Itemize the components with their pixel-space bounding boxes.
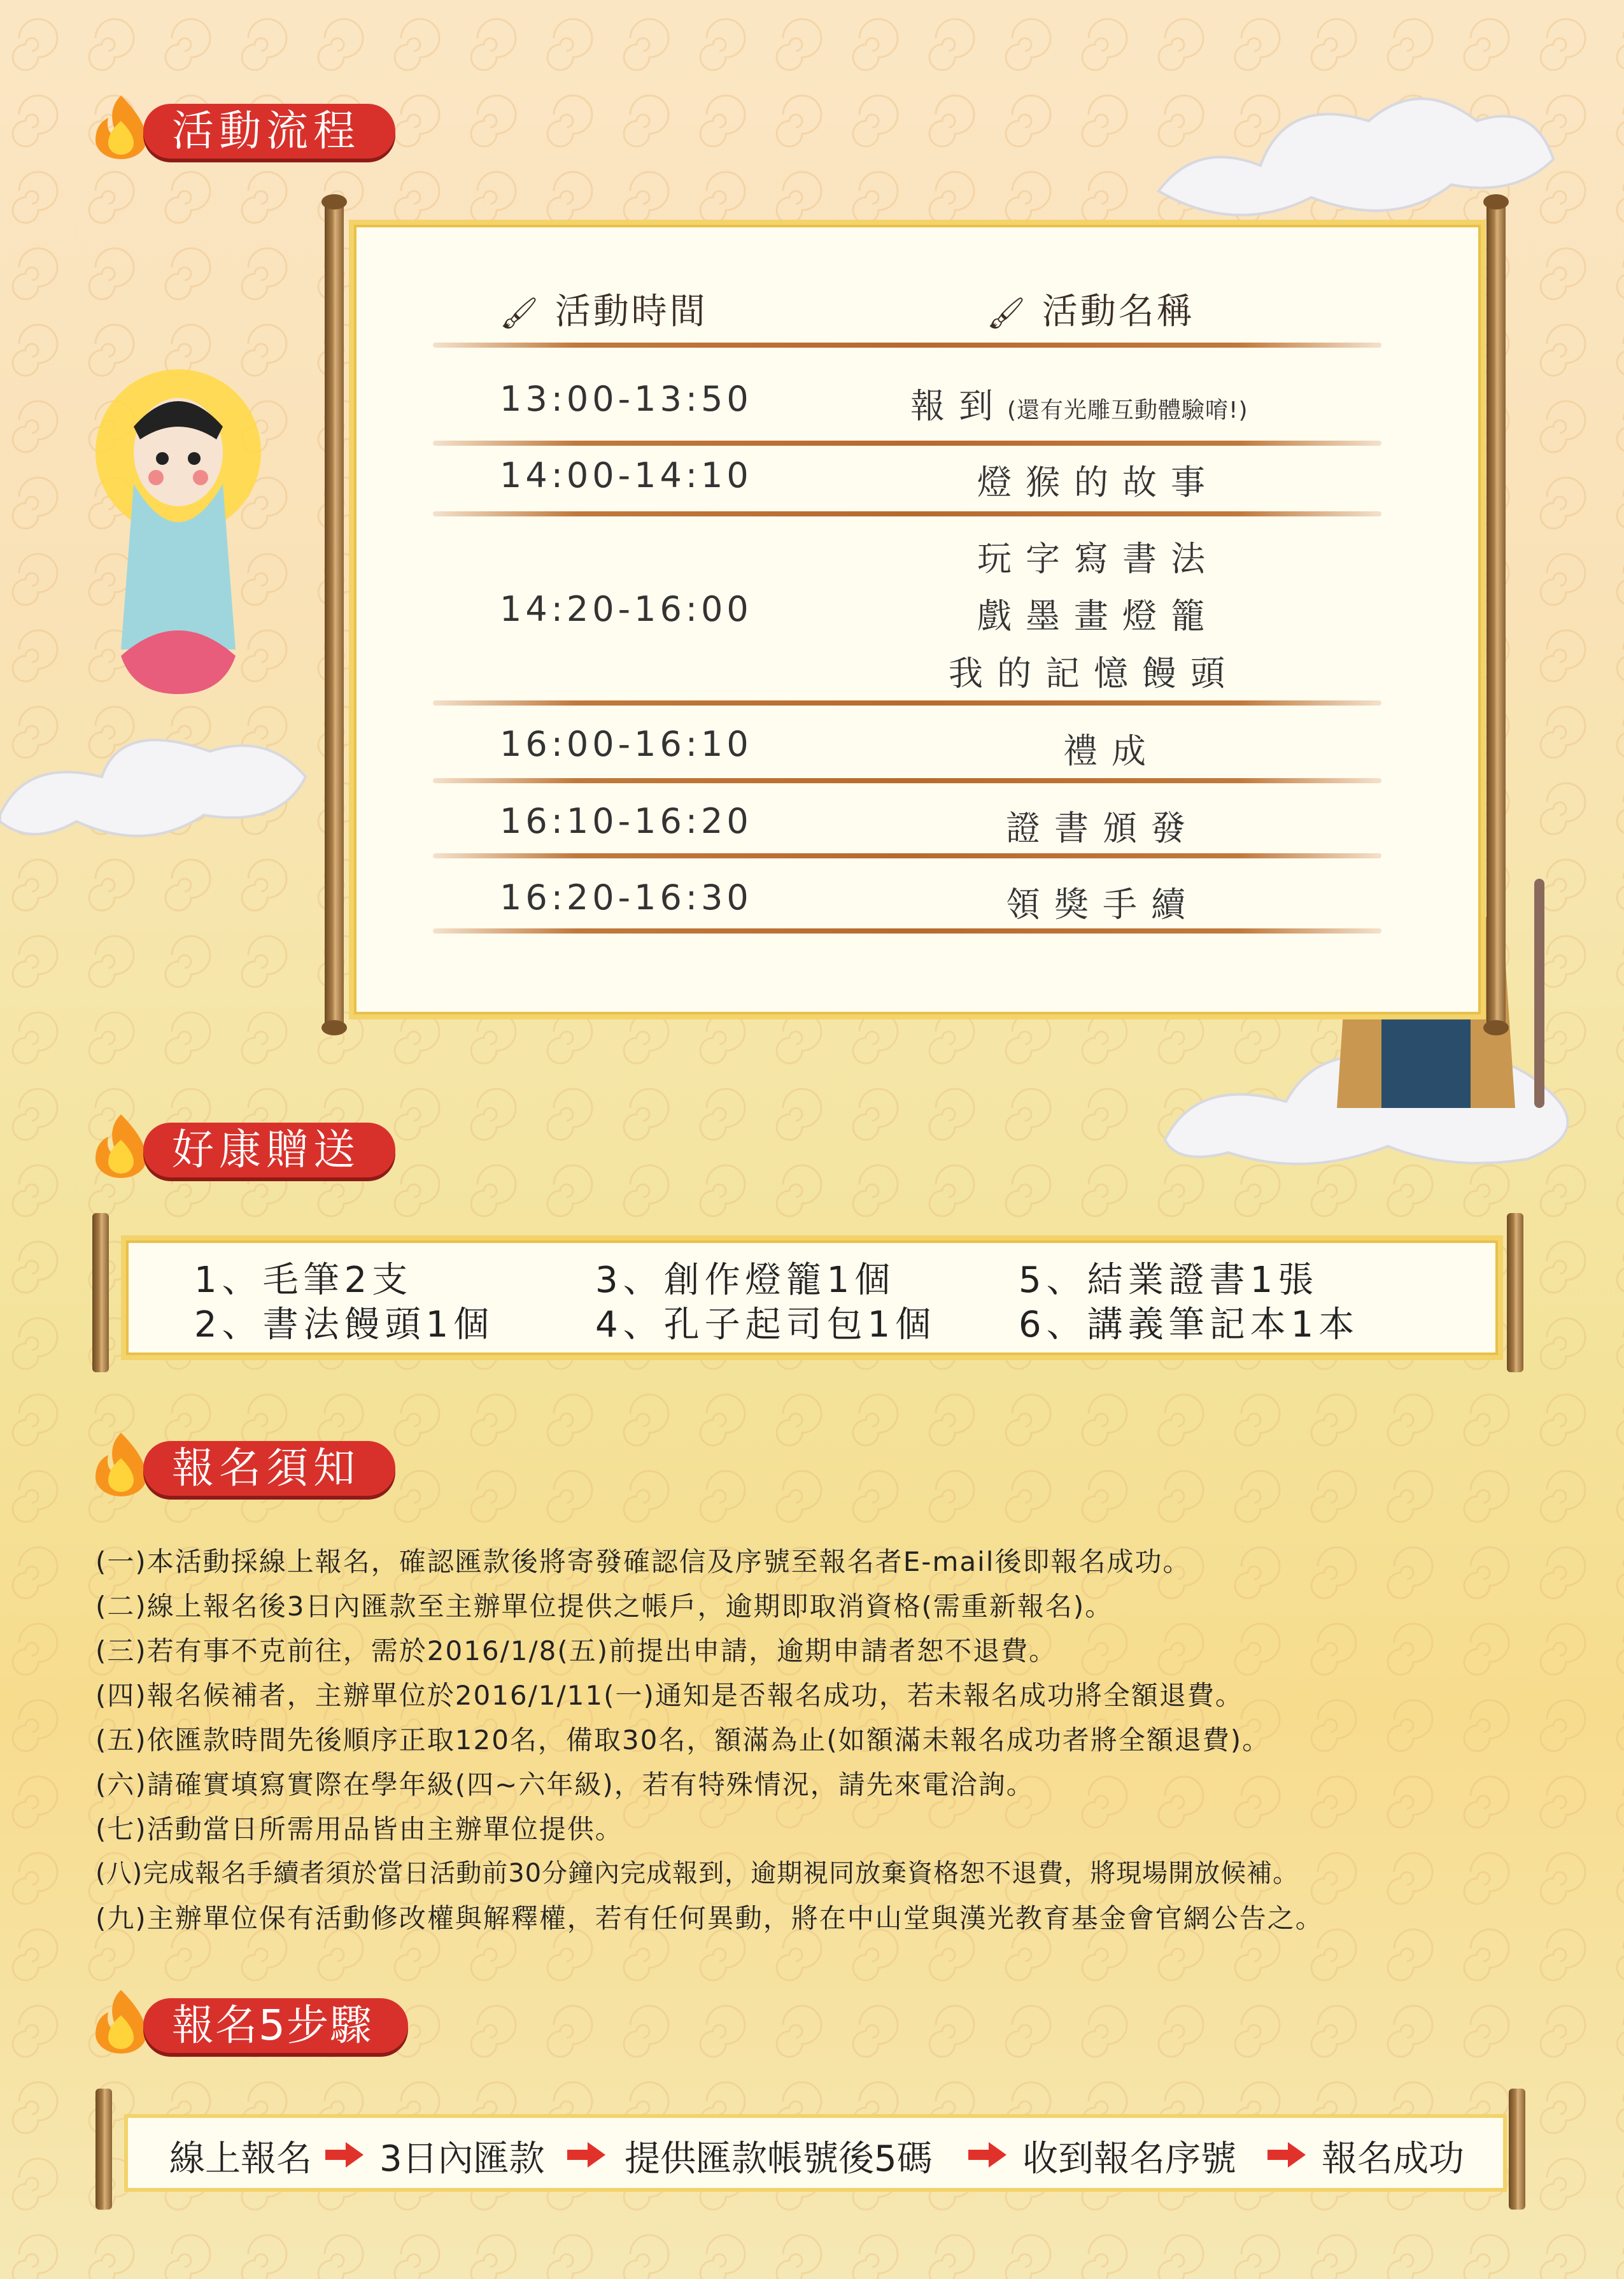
- rule-item: (七)活動當日所需用品皆由主辦單位提供。: [95, 1814, 623, 1845]
- divider: [433, 511, 1381, 516]
- step-label: 提供匯款帳號後5碼: [625, 2138, 933, 2180]
- schedule-time: 14:20-16:00: [500, 589, 752, 629]
- rule-item: (一)本活動採線上報名，確認匯款後將寄發確認信及序號至報名者E-mail後即報名成功。: [95, 1546, 1191, 1577]
- schedule-col-name-header: 🖌 活動名稱: [987, 291, 1195, 332]
- rule-item: (三)若有事不克前往，需於2016/1/8(五)前提出申請，逾期申請者恕不退費。: [95, 1635, 1057, 1666]
- schedule-time: 14:00-14:10: [500, 455, 752, 495]
- gift-item: 2、書法饅頭1個: [194, 1304, 495, 1345]
- schedule-event: 領獎手續: [1006, 884, 1199, 925]
- rule-item: (九)主辦單位保有活動修改權與解釋權，若有任何異動，將在中山堂與漢光教育基金會官網公告之。: [95, 1903, 1324, 1934]
- schedule-col-time-header: 🖌 活動時間: [500, 291, 708, 332]
- schedule-note: (還有光雕互動體驗唷!): [1007, 397, 1248, 423]
- rule-item: (六)請確實填寫實際在學年級(四~六年級)，若有特殊情況，請先來電洽詢。: [95, 1769, 1034, 1800]
- gift-item: 5、結業證書1張: [1019, 1260, 1319, 1301]
- scroll-rod-left: [95, 2089, 112, 2210]
- step-label: 線上報名: [169, 2138, 312, 2180]
- arrow-right-icon: [325, 2142, 364, 2168]
- arrow-right-icon: [567, 2142, 605, 2168]
- divider: [433, 343, 1381, 348]
- schedule-event: 玩字寫書法: [977, 539, 1219, 579]
- scroll-rod-right: [1507, 1213, 1523, 1372]
- schedule-event: 證書頒發: [1006, 808, 1199, 848]
- scroll-cap: [1483, 194, 1509, 209]
- divider: [433, 441, 1381, 446]
- schedule-event: 禮成: [1063, 731, 1160, 771]
- scroll-cap: [1483, 1020, 1509, 1035]
- gift-item: 1、毛筆2支: [194, 1260, 413, 1301]
- divider: [433, 778, 1381, 783]
- guanyin-figure: [83, 357, 274, 739]
- section-title-pill: [143, 1123, 395, 1177]
- cloud-decoration-top-right: [1133, 64, 1579, 229]
- arrow-right-icon: [1267, 2142, 1306, 2168]
- schedule-event: 我的記憶饅頭: [949, 653, 1239, 693]
- rule-item: (二)線上報名後3日內匯款至主辦單位提供之帳戶，逾期即取消資格(需重新報名)。: [95, 1591, 1113, 1622]
- scroll-cap: [321, 1020, 347, 1035]
- gift-item: 3、創作燈籠1個: [595, 1260, 896, 1301]
- section-title-pill: [143, 104, 395, 159]
- scroll-rod-left: [325, 201, 344, 1028]
- section-title-pill: [143, 1441, 395, 1496]
- schedule-event: 燈猴的故事: [977, 462, 1219, 502]
- scroll-rod-right: [1486, 201, 1506, 1028]
- pen-icon: 🖌: [987, 295, 1028, 331]
- section-title: 活動流程: [172, 106, 360, 155]
- schedule-time: 16:20-16:30: [500, 877, 752, 918]
- schedule-event: 戲墨畫燈籠: [977, 596, 1219, 636]
- section-title-pill: [143, 1998, 408, 2053]
- divider: [433, 853, 1381, 858]
- gift-item: 6、講義筆記本1本: [1019, 1304, 1360, 1345]
- schedule-time: 16:00-16:10: [500, 724, 752, 764]
- section-title: 好康贈送: [172, 1125, 360, 1174]
- scroll-cap: [321, 194, 347, 209]
- divider: [433, 700, 1381, 706]
- schedule-event: 報到(還有光雕互動體驗唷!): [910, 386, 1248, 426]
- schedule-time: 13:00-13:50: [500, 379, 752, 419]
- gift-item: 4、孔子起司包1個: [595, 1304, 936, 1345]
- section-title: 報名須知: [172, 1444, 360, 1493]
- rule-item: (八)完成報名手續者須於當日活動前30分鐘內完成報到，逾期視同放棄資格恕不退費，將現場開放候補。: [95, 1859, 1299, 1888]
- rule-item: (五)依匯款時間先後順序正取120名，備取30名，額滿為止(如額滿未報名成功者將全額退費)。: [95, 1724, 1271, 1756]
- scroll-rod-right: [1509, 2089, 1525, 2210]
- step-label: 報名成功: [1322, 2138, 1464, 2180]
- section-title: 報名5步驟: [172, 2001, 373, 2050]
- rule-item: (四)報名候補者，主辦單位於2016/1/11(一)通知是否報名成功，若未報名成功將全額退費。: [95, 1680, 1243, 1711]
- arrow-right-icon: [968, 2142, 1006, 2168]
- scroll-rod-left: [92, 1213, 109, 1372]
- pen-icon: 🖌: [500, 295, 541, 331]
- steps-panel: [124, 2114, 1507, 2192]
- step-label: 3日內匯款: [379, 2138, 545, 2180]
- divider: [433, 928, 1381, 934]
- step-label: 收到報名序號: [1022, 2138, 1236, 2180]
- schedule-time: 16:10-16:20: [500, 801, 752, 841]
